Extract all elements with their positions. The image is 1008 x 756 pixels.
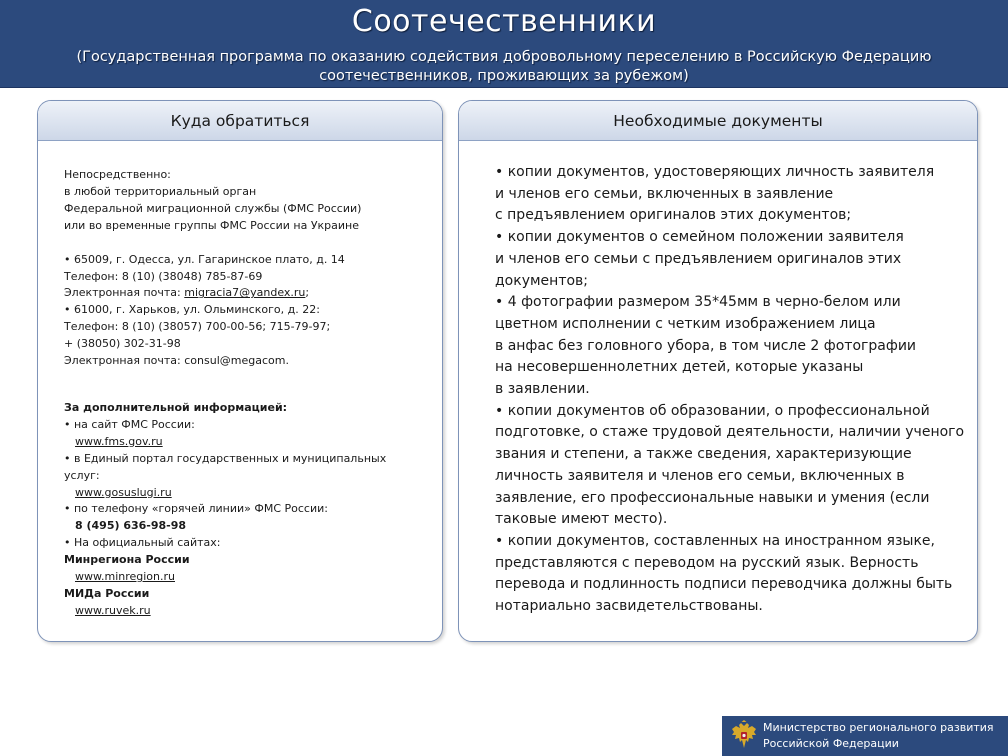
doc-line: и членов его семьи с предъявлением оригиналов этих [495,250,902,267]
odessa-phone: Телефон: 8 (10) (38048) 785-87-69 [64,269,263,283]
doc-line: таковые имеют место). [495,511,668,528]
odessa-email-suffix: ; [305,286,310,300]
ministry-name-line: Министерство регионального развития [763,721,994,734]
odessa-email-link[interactable]: migracia7@yandex.ru [184,286,306,300]
doc-line: звания и степени, а также сведения, характеризующие [495,446,912,463]
hotline-number: 8 (495) 636-98-98 [75,519,187,533]
mid-name: МИДа России [64,586,150,600]
doc-line: нотариально засвидетельствованы. [495,598,763,615]
ministry-name [763,720,994,752]
kharkov-phone: Телефон: 8 (10) (38057) 700-00-56; 715-79-97; [64,320,331,334]
header-banner [0,0,1008,88]
info-portal: • в Единый портал государственных и муниципальных [64,451,387,465]
direct-line: или во временные группы ФМС России на Украине [64,218,360,232]
odessa-email-label: Электронная почта: [64,286,185,300]
direct-line: в любой территориальный орган [64,184,257,198]
ministry-name-line: Российской Федерации [763,737,899,750]
required-documents-panel [458,100,978,642]
kharkov-address: • 61000, г. Харьков, ул. Ольминского, д. 22: [64,303,320,317]
doc-line: • копии документов о семейном положении заявителя [495,229,904,246]
odessa-email-line [64,285,436,302]
gosuslugi-link[interactable]: www.gosuslugi.ru [75,485,172,499]
odessa-address: • 65009, г. Одесса, ул. Гагаринское плато, д. 14 [64,252,345,266]
required-documents-content [495,162,975,618]
kharkov-phone-2: + (38050) 302-31-98 [64,337,181,351]
doc-line: с предъявлением оригиналов этих документов; [495,207,852,224]
double-headed-eagle-icon [730,720,758,752]
info-phone: • по телефону «горячей линии» ФМС России: [64,502,328,516]
doc-line: подготовке, о стаже трудовой деятельности, наличии ученого [495,424,965,441]
page-subtitle [40,48,968,86]
info-title: За дополнительной информацией: [64,400,288,414]
where-to-apply-heading: Куда обратиться [38,101,442,141]
doc-line: • копии документов, составленных на иностранном языке, [495,532,935,549]
fms-link[interactable]: www.fms.gov.ru [75,434,163,448]
where-to-apply-panel [37,100,443,642]
minregion-name: Минрегиона России [64,553,190,567]
minregion-link[interactable]: www.minregion.ru [75,570,175,584]
doc-line: в заявлении. [495,381,590,398]
mid-link[interactable]: www.ruvek.ru [75,603,151,617]
doc-line: в анфас без головного убора, в том числе 2 фотографии [495,337,917,354]
doc-line: и членов его семьи, включенных в заявление [495,185,834,202]
where-to-apply-content [64,167,436,620]
doc-line: • копии документов, удостоверяющих личность заявителя [495,164,935,180]
doc-line: на несовершеннолетних детей, которые указаны [495,359,864,376]
doc-line: • копии документов об образовании, о профессиональной [495,402,930,419]
direct-line: Федеральной миграционной службы (ФМС России) [64,201,362,215]
info-portal-cont: услуг: [64,468,100,482]
ministry-footer [722,716,1008,756]
subtitle-line: (Государственная программа по оказанию содействия добровольному переселению в Российскую Федерацию [76,49,932,65]
kharkov-email: Электронная почта: consul@megacom. [64,354,289,368]
doc-line: • 4 фотографии размером 35*45мм в черно-белом или [495,294,901,311]
page-title: Соотечественники [351,4,657,39]
direct-title: Непосредственно: [64,168,171,181]
required-documents-heading: Необходимые документы [459,101,977,141]
info-fms: • на сайт ФМС России: [64,417,195,431]
doc-line: личность заявителя и членов его семьи, включенных в [495,467,905,484]
doc-line: перевода и подлинность подписи переводчика должны быть [495,576,953,593]
subtitle-line: соотечественников, проживающих за рубежом) [319,68,689,84]
info-official: • На официальный сайтах: [64,536,221,550]
doc-line: документов; [495,272,589,289]
doc-line: цветном исполнении с четким изображением лица [495,315,876,332]
doc-line: заявление, его профессиональные навыки и умения (если [495,489,930,506]
doc-line: представляются с переводом на русский язык. Верность [495,554,919,571]
